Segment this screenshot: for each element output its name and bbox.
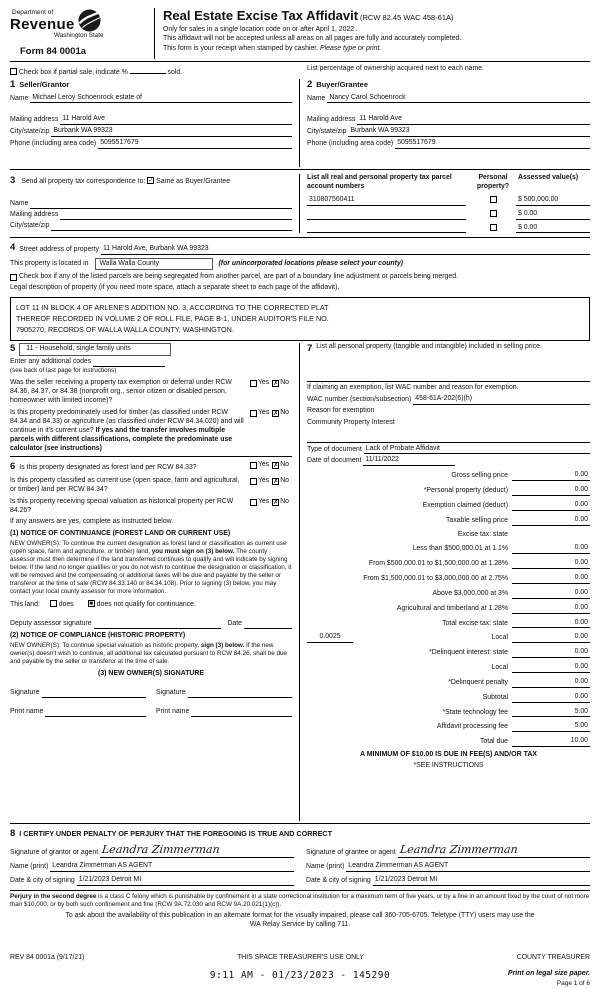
delinquent-penalty-field[interactable]: 0.00	[512, 678, 590, 688]
assessed-value-field-2[interactable]: $ 0.00	[516, 210, 590, 220]
yes-no-group: Yes ✗ No	[250, 498, 292, 507]
personal-property-deduct-field[interactable]: 0.00	[512, 486, 590, 496]
currentuse-no-checkbox[interactable]: ✗	[273, 478, 279, 485]
personal-property-column-header: Personal property?	[476, 174, 510, 191]
dept-of-label: Department of	[12, 9, 54, 16]
section-divider	[10, 237, 590, 238]
tax-line-gross: Gross selling price 0.00	[451, 471, 588, 480]
land-use-code-select[interactable]: 11 - Household, single family units	[19, 343, 171, 356]
footer-row	[10, 954, 590, 963]
q1-no-checkbox[interactable]: ✗	[273, 380, 279, 387]
tax-line-total-state: Total excise tax: state 0.00	[442, 618, 588, 627]
total-due-field[interactable]: 10.00	[512, 737, 590, 747]
section-7-number: 7	[307, 343, 313, 355]
section-2-number: 2	[307, 79, 313, 91]
print-note: Print on legal size paper.	[507, 970, 590, 978]
delinquent-interest-state-field[interactable]: 0.00	[512, 648, 590, 658]
grantee-signature-label: Signature of grantee or agent	[306, 849, 396, 857]
buyer-title: Buyer/Grantee	[316, 80, 368, 90]
section-divider	[10, 823, 590, 824]
new-owner-signature-title: (3) NEW OWNER(S) SIGNATURE	[98, 669, 204, 677]
forest-land-question: 6 Is this property designated as forest land per RCW 84.33?	[10, 460, 197, 472]
grantor-signature-script: Leandra Zimmerman	[101, 843, 221, 857]
treasurer-space-label: THIS SPACE TREASURER'S USE ONLY	[237, 953, 364, 961]
grantee-datecity-label: Date & city of signing	[306, 876, 371, 884]
buyer-mailing-field[interactable]: 11 Harold Ave	[357, 115, 590, 125]
total-excise-state-field[interactable]: 0.00	[512, 619, 590, 629]
county-treasurer-label: COUNTY TREASURER	[516, 953, 590, 961]
wac-number-label: WAC number (section/subsection)	[307, 396, 412, 404]
currentuse-yes-checkbox[interactable]	[250, 478, 257, 485]
see-instructions-note: *SEE INSTRUCTIONS	[413, 761, 484, 769]
legal-line-2: THEREOF RECORDED IN VOLUME 2 OF ROLL FILE, PAGE B-1, UNDER AUDITOR'S FILE NO.	[16, 314, 329, 324]
document-type-label: Type of document	[307, 445, 362, 453]
historic-property-question: Is this property receiving special valuation as historical property per RCW 84.26?	[10, 498, 234, 515]
partial-sold-label: sold.	[167, 68, 183, 76]
exemption-note: If claiming an exemption, list WAC number and reason for exemption.	[307, 384, 519, 392]
agency-state-label: Washington State	[54, 32, 104, 40]
tax-line-total-due: Total due 10.00	[480, 737, 588, 746]
parcel-number-field-1[interactable]: 310807560411	[307, 196, 466, 206]
notice-continuance-title: (1) NOTICE OF CONTINUANCE (FOREST LAND OR CURRENT USE)	[10, 529, 231, 537]
county-note: (for unincorporated locations please select your county)	[218, 259, 404, 267]
tax-line-tier3: From $1,500,000.01 to $3,000,000.00 at 2.75% 0.00	[363, 574, 588, 583]
seller-mailing-field[interactable]: 11 Harold Ave	[60, 115, 292, 125]
tax-line-tier2: From $500,000.01 to $1,500,000.00 at 1.28% 0.00	[368, 559, 588, 568]
tax-line-personal-deduct: *Personal property (deduct) 0.00	[423, 486, 588, 495]
wac-number-field[interactable]: 458-61A-202(6)(h)	[413, 395, 590, 405]
subtotal-field[interactable]: 0.00	[512, 693, 590, 703]
header-note-3: This form is your receipt when stamped by cashier. Please type or print.	[163, 45, 382, 53]
deputy-assessor-row	[10, 620, 292, 629]
taxable-selling-price-field[interactable]: 0.00	[512, 516, 590, 526]
correspondence-name-label: Name	[10, 199, 29, 207]
does-label: does	[58, 601, 74, 609]
tier4-amount-field[interactable]: 0.00	[512, 589, 590, 599]
deputy-date-field[interactable]	[244, 620, 292, 629]
this-land-label: This land:	[10, 601, 40, 609]
form-title: Real Estate Excise Tax Affidavit	[163, 8, 359, 23]
yes-no-group: Yes ✗ No	[250, 379, 292, 388]
buyer-city-label: City/state/zip	[307, 128, 347, 136]
does-not-checkbox[interactable]: ■	[89, 601, 93, 608]
agency-name: Revenue	[10, 16, 75, 34]
section-divider	[10, 169, 590, 170]
parcel-number-field-3[interactable]	[307, 224, 466, 233]
parcel-row	[307, 224, 590, 234]
q2-no-checkbox[interactable]: ✗	[273, 411, 279, 418]
tax-line-delinquent-interest-state: *Delinquent interest: state 0.00	[429, 648, 588, 657]
street-address-label: Street address of property	[19, 245, 99, 253]
tax-line-local: 0.0025 Local 0.00	[307, 633, 590, 643]
minimum-due-note: A MINIMUM OF $10.00 IS DUE IN FEE(S) AND/OR TAX	[359, 750, 538, 758]
seller-mailing-label: Mailing address	[10, 116, 59, 124]
section-divider	[10, 890, 590, 891]
grantor-signature-field[interactable]	[100, 844, 294, 858]
section-3-number: 3	[10, 175, 16, 187]
notice-continuance-body: NEW OWNER(S): To continue the current designation as forest land or classification as current use (open space, farm and agriculture, or timber) land, you must sign on (3) below. The county assessor must then determine if the land transferred continues to qualify and will indicate by signing below. If the land no longer qualifies or you do not wish to continue the designation or classification, it will be removed and the compensating or additional taxes will be due and payable by the seller or transferor at the time of sale (RCW 84.33.140 or 84.34.108). Prior to signing (3) below, you may contact your local county assessor for more information.	[10, 539, 292, 596]
legal-description-field[interactable]	[10, 297, 590, 341]
section-certification	[10, 826, 590, 888]
q1-yes-checkbox[interactable]	[250, 380, 257, 387]
page-number: Page 1 of 6	[556, 980, 590, 988]
form-title-rcw: (RCW 82.45 WAC 458-61A)	[360, 13, 454, 22]
personal-property-list-label: List all personal property (tangible and intangible) included in selling price.	[316, 343, 542, 351]
tax-subhead-excise-state: Excise tax: state	[457, 530, 508, 538]
tax-line-delinquent-interest-local: Local 0.00	[491, 663, 588, 672]
correspondence-name-field[interactable]	[30, 200, 292, 209]
section-5-number: 5	[10, 343, 16, 355]
grantee-datecity-field[interactable]: 1/21/2023 Detroit MI	[373, 876, 590, 886]
grantor-signature-label: Signature of grantor or agent	[10, 849, 99, 857]
timber-agriculture-question: Is this property predominately used for timber (as classified under RCW 84.34 and 84.33) or agriculture (as classified under RCW 84.34.020) and will continue in it's current use? If yes and the transfer involves multiple parcels with different classifications, complete the predominate use calculator (see instructions)	[10, 409, 244, 452]
assessed-value-column-header: Assessed value(s)	[518, 174, 579, 182]
seller-phone-label: Phone (including area code)	[10, 139, 97, 147]
section-4-number: 4	[10, 242, 16, 254]
section-seller	[10, 79, 300, 167]
located-in-label: This property is located in	[10, 259, 89, 267]
grantee-printname-label: Name (print)	[306, 863, 345, 871]
rev-number: REV 84 0001a (9/17/21)	[10, 953, 85, 961]
additional-codes-label: Enter any additional codes	[10, 358, 92, 366]
send-correspondence-label: Send all property tax correspondence to:	[21, 178, 146, 186]
local-rate-field[interactable]: 0.0025	[307, 633, 353, 643]
personal-property-checkbox-1[interactable]	[490, 196, 497, 203]
buyer-city-field[interactable]: Burbank WA 99323	[348, 127, 590, 137]
tax-line-tier4: Above $3,000,000 at 3% 0.00	[432, 588, 588, 597]
parcel-number-field-2[interactable]	[307, 211, 466, 220]
answers-instruction: If any answers are yes, complete as instructed below.	[10, 518, 174, 526]
forest-no-checkbox[interactable]: ✗	[273, 462, 279, 469]
parcel-table	[300, 174, 590, 233]
seller-title: Seller/Grantor	[19, 80, 70, 90]
form-header	[10, 8, 590, 59]
grantee-signature-script: Leandra Zimmerman	[398, 843, 519, 857]
parties-section	[10, 79, 590, 167]
gross-selling-price-field[interactable]: 0.00	[512, 471, 590, 481]
yes-no-group: Yes ✗ No	[250, 477, 292, 486]
buyer-mailing-label: Mailing address	[307, 116, 356, 124]
legal-description-label: Legal description of property (if you need more space, attach a separate sheet to each page of the affidavit).	[10, 284, 340, 292]
legal-line-1: LOT 11 IN BLOCK 4 OF ARLENE'S ADDITION NO. 3, ACCORDING TO THE CORRECTED PLAT	[16, 303, 329, 313]
assessed-value-field-3[interactable]: $ 0.00	[516, 224, 590, 234]
processing-fee-field[interactable]: 5.00	[512, 722, 590, 732]
new-owner-signature-field-1[interactable]	[42, 689, 147, 698]
tax-line-tier1: Less than $500,000.01 at 1.1% 0.00	[412, 544, 588, 553]
local-amount-field[interactable]: 0.00	[512, 633, 590, 643]
new-owner-printname-field-1[interactable]	[45, 708, 146, 717]
correspondence-mailing-field[interactable]	[60, 211, 292, 220]
tax-computation-block	[307, 471, 590, 747]
new-owner-printname-field-2[interactable]	[191, 708, 292, 717]
perjury-statement: Perjury in the second degree is a class C felony which is punishable by confinement in a state correctional institution for a maximum term of five years, or by a fine in an amount fixed by the court of not more than $10,000, or by both such confinement and fine (RCW 9A.72.030 and RCW 9A.20.021(1)(c)).	[10, 892, 590, 908]
dor-logo-icon	[78, 9, 101, 32]
delinquent-interest-local-field[interactable]: 0.00	[512, 663, 590, 673]
notice-compliance-body: NEW OWNER(S): To continue special valuation as historic property, sign (3) below. If the new owner(s) doesn't wish to continue, all additional tax calculated pursuant to RCW 84.26, shall be due and payable by the seller or transferor at the time of sale.	[10, 641, 288, 665]
buyer-name-label: Name	[307, 94, 326, 102]
seller-name-label: Name	[10, 94, 29, 102]
tax-line-processing-fee: Affidavit processing fee 5.00	[436, 722, 588, 731]
parcel-column-header: List all real and personal property tax parcel account numbers	[307, 174, 452, 191]
bottom-row	[10, 970, 590, 988]
reason-exemption-field[interactable]: Community Property Interest	[307, 418, 395, 426]
parcel-row	[307, 210, 590, 220]
correspondence-mailing-label: Mailing address	[10, 210, 59, 218]
same-as-buyer-checkbox[interactable]: ✓	[148, 178, 154, 185]
reason-exemption-label: Reason for exemption	[307, 406, 375, 414]
header-note-2: This affidavit will not be accepted unless all areas on all pages are fully and accurately completed.	[163, 35, 462, 43]
personal-property-list-field[interactable]	[307, 355, 590, 379]
new-owner-signature-field-2[interactable]	[188, 689, 293, 698]
personal-property-checkbox-2[interactable]	[490, 210, 497, 217]
tax-line-taxable: Taxable selling price 0.00	[445, 515, 588, 524]
grantor-datecity-label: Date & city of signing	[10, 876, 75, 884]
yes-no-group: Yes ✗ No	[250, 461, 292, 470]
tier1-amount-field[interactable]: 0.00	[512, 544, 590, 554]
section-tax-computation	[300, 343, 590, 821]
notice-compliance-title: (2) NOTICE OF COMPLIANCE (HISTORIC PROPERTY)	[10, 631, 186, 639]
county-select[interactable]: Walla Walla County	[95, 258, 213, 271]
section-buyer	[300, 79, 590, 167]
form-number: Form 84 0001a	[20, 46, 87, 58]
header-divider	[10, 61, 590, 62]
section-1-number: 1	[10, 79, 16, 91]
partial-sale-row	[10, 64, 590, 80]
agricultural-amount-field[interactable]: 0.00	[512, 604, 590, 614]
tier3-amount-field[interactable]: 0.00	[512, 574, 590, 584]
yes-no-group: Yes ✗ No	[250, 409, 292, 418]
tax-line-agricultural: Agricultural and timberland at 1.28% 0.00	[396, 603, 588, 612]
parcel-row	[307, 196, 590, 206]
buyer-phone-label: Phone (including area code)	[307, 139, 394, 147]
document-type-field[interactable]: Lack of Probate Affidavit	[364, 445, 590, 455]
historic-yes-checkbox[interactable]	[250, 499, 257, 506]
seller-name-field[interactable]: Michael Leroy Schoenrock estate of	[30, 94, 292, 104]
current-use-question: Is this property classified as current use (open space, farm and agricultural, or timber) land per RCW 84.34?	[10, 476, 240, 493]
deputy-date-label: Date	[227, 620, 242, 628]
tax-line-exemption-deduct: Exemption claimed (deduct) 0.00	[422, 500, 588, 509]
deputy-signature-label: Deputy assessor signature	[10, 620, 92, 628]
header-note-1: Only for sales in a single location code on or after April 1, 2022..	[163, 25, 358, 33]
document-date-label: Date of document	[307, 457, 362, 465]
tax-line-delinquent-penalty: *Delinquent penalty 0.00	[448, 677, 588, 686]
grantee-printname-field[interactable]: Leandra Zimmerman AS AGENT	[346, 862, 590, 872]
tax-line-technology-fee: *State technology fee 5.00	[442, 707, 588, 716]
new-owner-signature-row: Signature Signature	[10, 689, 292, 698]
partial-sale-label: Check box if partial sale, indicate %	[18, 68, 128, 76]
section-property-location	[10, 240, 590, 296]
new-owner-printname-row: Print name Print name	[10, 708, 292, 717]
ownership-note: List percentage of ownership acquired next to each name.	[307, 64, 484, 72]
seller-city-label: City/state/zip	[10, 128, 50, 136]
partial-percent-field[interactable]	[130, 65, 166, 74]
grantor-printname-label: Name (print)	[10, 863, 49, 871]
exemption-claimed-field[interactable]: 0.00	[512, 501, 590, 511]
q2-yes-checkbox[interactable]	[250, 410, 257, 417]
street-address-field[interactable]: 11 Harold Ave, Burbank WA 99323	[101, 245, 590, 255]
does-not-label: does not qualify for continuance.	[96, 601, 196, 609]
grantee-signature-field[interactable]	[398, 844, 590, 858]
segregated-checkbox[interactable]	[10, 274, 17, 281]
exemption-deferral-question: Was the seller receiving a property tax exemption or deferral under RCW 84.36, 84.37, or 84.38 (nonprofit org., senior citizen or disabled person, homeowner with limited income)?	[10, 379, 232, 404]
additional-codes-field[interactable]	[93, 358, 165, 367]
technology-fee-field[interactable]: 5.00	[512, 708, 590, 718]
legal-line-3: 7905270, RECORDS OF WALLA WALLA COUNTY, WASHINGTON.	[16, 325, 234, 335]
document-date-field[interactable]: 11/11/2022	[363, 456, 455, 466]
agency-block	[10, 8, 150, 59]
assessed-value-field-1[interactable]: $ 500,000.00	[516, 196, 590, 206]
buyer-phone-field[interactable]: 5095517679	[395, 139, 590, 149]
historic-no-checkbox[interactable]: ✗	[273, 500, 279, 507]
grantor-printname-field[interactable]: Leandra Zimmerman AS AGENT	[50, 862, 294, 872]
tier2-amount-field[interactable]: 0.00	[512, 559, 590, 569]
grantor-datecity-field[interactable]: 1/21/2023 Detroit MI	[77, 876, 294, 886]
section-6-number: 6	[10, 460, 16, 472]
does-checkbox[interactable]	[50, 600, 57, 607]
cashier-stamp: 9:11 AM - 01/23/2023 - 145290	[209, 970, 391, 982]
partial-sale-checkbox[interactable]	[10, 68, 17, 75]
seller-phone-field[interactable]: 5095517679	[98, 139, 292, 149]
personal-property-checkbox-3[interactable]	[490, 224, 497, 231]
alt-format-note: To ask about the availability of this publication in an alternate format for the visually impaired, please call 360-705-6705. Teletype (TTY) users may use the WA Relay Service by calling 711.	[65, 911, 535, 928]
section-8-number: 8	[10, 828, 16, 840]
section-correspondence	[10, 172, 590, 235]
segregated-label: Check box if any of the listed parcels are being segregated from another parcel, are part of a boundary line adjustment or parcels being merged.	[19, 273, 458, 281]
land-qualify-row	[10, 600, 292, 610]
forest-yes-checkbox[interactable]	[250, 462, 257, 469]
section-5-6-divider	[10, 456, 292, 457]
same-as-buyer-label: Same as Buyer/Grantee	[156, 178, 231, 186]
certify-statement: I CERTIFY UNDER PENALTY OF PERJURY THAT THE FOREGOING IS TRUE AND CORRECT	[19, 829, 332, 839]
additional-codes-note: (see back of last page for instructions)	[10, 366, 117, 374]
title-block	[154, 8, 590, 59]
deputy-signature-field[interactable]	[94, 620, 222, 629]
use-and-tax-section	[10, 343, 590, 821]
buyer-name-field[interactable]: Nancy Carol Schoenrock	[327, 94, 590, 104]
tax-line-subtotal: Subtotal 0.00	[482, 692, 588, 701]
correspondence-city-label: City/state/zip	[10, 221, 50, 229]
correspondence-city-field[interactable]	[51, 222, 292, 231]
seller-city-field[interactable]: Burbank WA 99323	[51, 127, 292, 137]
